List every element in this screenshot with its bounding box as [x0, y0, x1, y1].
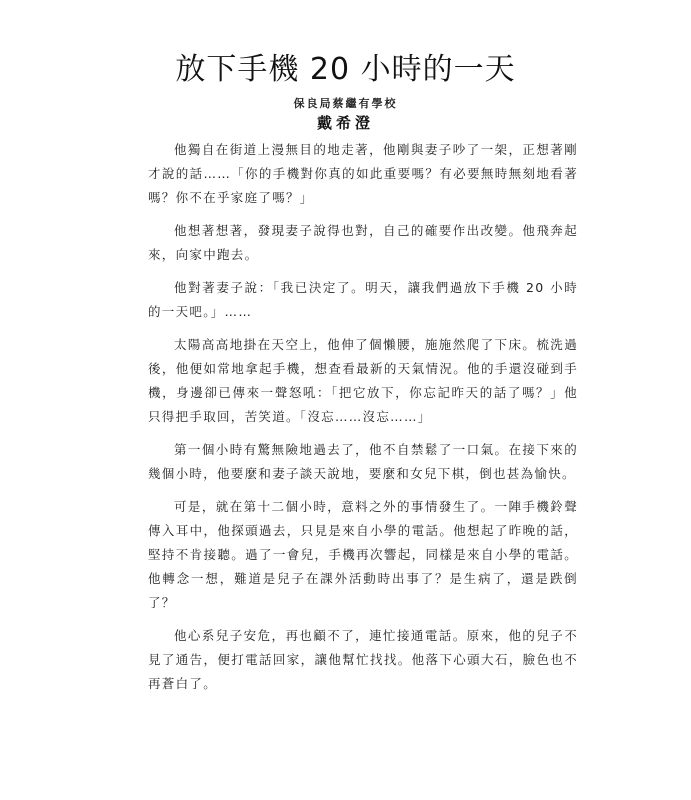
- school-name: 保良局蔡繼有學校: [293, 97, 398, 110]
- paragraph-6: 可是，就在第十二個小時，意料之外的事情發生了。一陣手機鈴聲傳入耳中，他探頭過去，只見是來自小學的電話。他想起了昨晚的話，堅持不肯接聽。過了一會兒，手機再次響起，同樣是來自小學的電話。他轉念一想，難道是兒子在課外活動時出事了？是生病了，還是跌倒了？: [148, 499, 578, 610]
- paragraph-4: 太陽高高地掛在天空上，他伸了個懶腰，施施然爬了下床。梳洗過後，他便如常地拿起手機，想查看最新的天氣情況。他的手還沒碰到手機，身邊卻已傳來一聲怒吼：「把它放下，你忘記昨天的話了嗎？」他只得把手取回，苦笑道。「沒忘……沒忘……」: [148, 337, 578, 424]
- article-body: [148, 138, 578, 705]
- paragraph-5: 第一個小時有驚無險地過去了，他不自禁鬆了一口氣。在接下來的幾個小時，他要麼和妻子談天說地，要麼和女兒下棋，倒也甚為愉快。: [148, 442, 578, 481]
- paragraph-2: 他想著想著，發現妻子說得也對，自己的確要作出改變。他飛奔起來，向家中跑去。: [148, 223, 578, 262]
- paragraph-7: 他心系兒子安危，再也顧不了，連忙接通電話。原來，他的兒子不見了通告，便打電話回家，讓他幫忙找找。他落下心頭大石，臉色也不再蒼白了。: [148, 628, 578, 691]
- paragraph-1: 他獨自在街道上漫無目的地走著，他剛與妻子吵了一架，正想著剛才說的話……「你的手機對你真的如此重要嗎？有必要無時無刻地看著嗎？你不在乎家庭了嗎？」: [148, 142, 578, 205]
- paragraph-3: 他對著妻子說：「我已決定了。明天，讓我們過放下手機 20 小時的一天吧。」……: [148, 280, 578, 319]
- article-title: 放下手機 20 小時的一天: [175, 52, 516, 87]
- author-name: 戴希澄: [316, 114, 374, 132]
